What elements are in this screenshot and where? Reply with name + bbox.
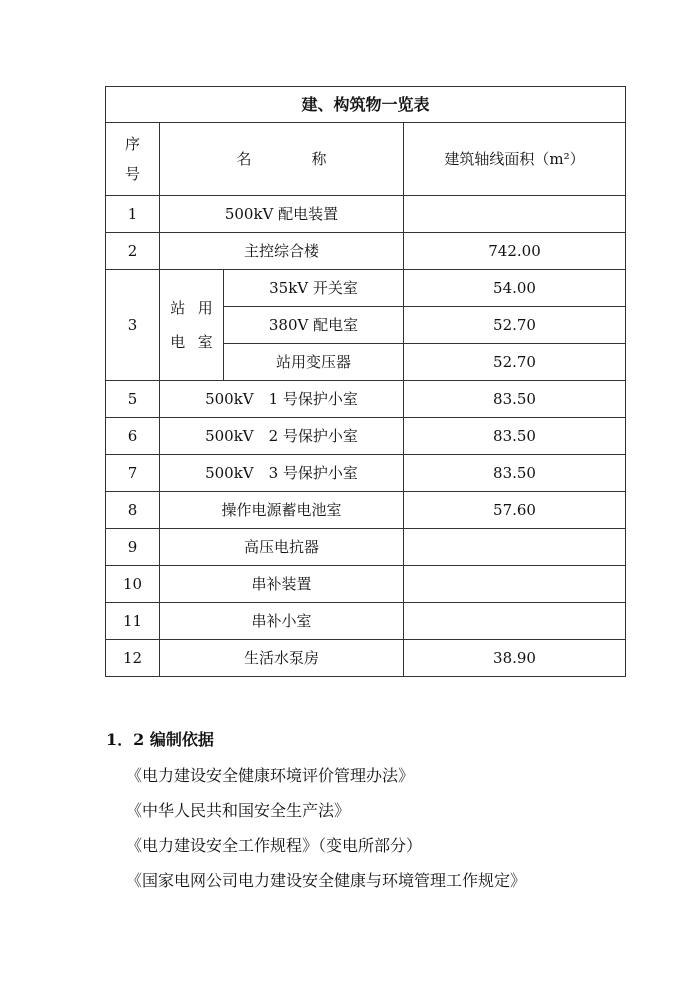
sub-row-area: 52.70: [404, 307, 626, 344]
row-name: 500kV 1 号保护小室: [160, 381, 404, 418]
row-name: 生活水泵房: [160, 640, 404, 677]
list-item: 《电力建设安全健康环境评价管理办法》: [126, 766, 415, 785]
row-seq: 2: [106, 233, 160, 270]
sub-row-name: 35kV 开关室: [224, 270, 404, 307]
row-name: 串补小室: [160, 603, 404, 640]
reference-list: [126, 766, 526, 906]
row-area: 83.50: [404, 418, 626, 455]
structures-table: [105, 86, 626, 677]
group-label: 站 用 电 室: [160, 270, 224, 381]
row-area: 38.90: [404, 640, 626, 677]
row-name: 高压电抗器: [160, 529, 404, 566]
row-seq: 3: [106, 270, 160, 381]
row-area: 83.50: [404, 381, 626, 418]
row-seq: 8: [106, 492, 160, 529]
table-row: [106, 640, 626, 677]
row-area: 742.00: [404, 233, 626, 270]
table-row: [106, 529, 626, 566]
sub-row-area: 54.00: [404, 270, 626, 307]
row-seq: 10: [106, 566, 160, 603]
sub-row-name: 380V 配电室: [224, 307, 404, 344]
list-item: 《中华人民共和国安全生产法》: [126, 801, 351, 820]
row-area: 57.60: [404, 492, 626, 529]
row-seq: 5: [106, 381, 160, 418]
sub-row-name: 站用变压器: [224, 344, 404, 381]
area-header: 建筑轴线面积（m²）: [404, 123, 626, 196]
table-row: [106, 603, 626, 640]
row-seq: 9: [106, 529, 160, 566]
table-row: [106, 196, 626, 233]
row-name: 500kV 配电装置: [160, 196, 404, 233]
table-row: [106, 566, 626, 603]
row-name: 串补装置: [160, 566, 404, 603]
list-item: 《电力建设安全工作规程》（变电所部分）: [126, 836, 423, 855]
table-title: 建、构筑物一览表: [106, 87, 626, 123]
row-name: 主控综合楼: [160, 233, 404, 270]
row-seq: 1: [106, 196, 160, 233]
sub-row-area: 52.70: [404, 344, 626, 381]
row-seq: 7: [106, 455, 160, 492]
row-area: [404, 529, 626, 566]
table-row: [106, 455, 626, 492]
row-area: [404, 566, 626, 603]
table-row: [106, 270, 626, 307]
table-row: [106, 492, 626, 529]
row-seq: 12: [106, 640, 160, 677]
row-area: 83.50: [404, 455, 626, 492]
table-row: [106, 233, 626, 270]
name-header: 名 称: [160, 123, 404, 196]
row-area: [404, 603, 626, 640]
row-name: 500kV 2 号保护小室: [160, 418, 404, 455]
list-item: 《国家电网公司电力建设安全健康与环境管理工作规定》: [126, 871, 527, 890]
row-seq: 11: [106, 603, 160, 640]
row-name: 操作电源蓄电池室: [160, 492, 404, 529]
row-seq: 6: [106, 418, 160, 455]
table-row: [106, 381, 626, 418]
table-row: [106, 418, 626, 455]
row-name: 500kV 3 号保护小室: [160, 455, 404, 492]
seq-header: 序 号: [106, 123, 160, 196]
section-heading: 1．2 编制依据: [106, 730, 214, 749]
row-area: [404, 196, 626, 233]
